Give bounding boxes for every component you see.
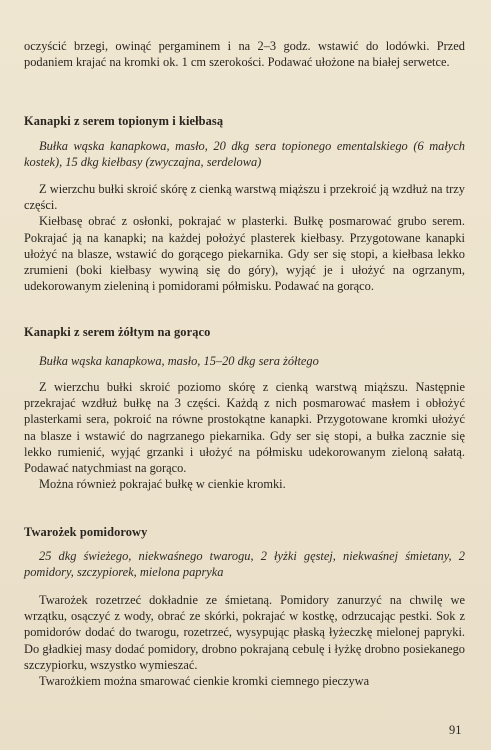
recipe-instructions-kielbasa: [24, 181, 465, 294]
recipe-ingredients-kielbasa: Bułka wąska kanapkowa, masło, 20 dkg sera topionego ementalskiego (6 małych kostek), 15 dkg kiełbasy (zwyczajna, serdelowa): [24, 139, 465, 170]
page-number: 91: [449, 723, 462, 737]
instruction-paragraph: Z wierzchu bułki skroić poziomo skórę z cienką warstwą miąższu. Następnie przekrajać wzdłuż bułkę na 3 części. Każdą z nich posmarować masłem i obłożyć plasterkami sera, pokroić na równe prostokątne kanapki. Przygotowane kromki ułożyć na blasze i wstawić do nagrzanego piekarnika. Gdy ser się stopi, a bułka zacznie się lekko rumienić, wyjąć grzanki i ułożyć na półmisku udekorowanym zieloną sałatą. Podawać natychmiast na gorąco.: [24, 380, 465, 476]
recipe-ingredients-twarozek: 25 dkg świeżego, niekwaśnego twarogu, 2 łyżki gęstej, niekwaśnej śmietany, 2 pomidory, szczypiorek, mielona papryka: [24, 549, 465, 580]
instruction-paragraph: Z wierzchu bułki skroić skórę z cienką warstwą miąższu i przekroić ją wzdłuż na trzy części.: [24, 182, 465, 213]
continuation-text: [24, 38, 465, 70]
recipe-ingredients-zolty: Bułka wąska kanapkowa, masło, 15–20 dkg sera żółtego: [39, 354, 319, 368]
instruction-paragraph: Twarożkiem można smarować cienkie kromki ciemnego pieczywa: [39, 674, 370, 689]
recipe-instructions-zolty: [24, 379, 465, 492]
recipe-title-kielbasa: Kanapki z serem topionym i kiełbasą: [24, 114, 224, 128]
instruction-paragraph: Twarożek rozetrzeć dokładnie ze śmietaną. Pomidory zanurzyć na chwilę we wrzątku, osączyć z wody, obrać ze skórki, pokrajać w kostkę, odrzucając pestki. Sok z pomidorów dodać do twarogu, rozetrzeć, wysypując płaską łyżeczkę mielonej papryki. Do gładkiej masy dodać pomidory, drobno pokrajaną cebulę i łyżkę drobno posiekanego szczypiorku, wszystko wymieszać.: [24, 593, 465, 672]
instruction-paragraph: Kiełbasę obrać z osłonki, pokrajać w plasterki. Bułkę posmarować grubo serem. Pokrajać ją na kanapki; na każdej położyć plasterek kiełbasy. Przygotowane kanapki ułożyć na blasze, wstawić do gorącego piekarnika. Gdy ser się stopi, a kiełbasa lekko zrumieni (boki kiełbasy wywiną się do góry), wyjąć je i ułożyć na ogrzanym, udekorowanym zieleniną i pomidorami półmisku. Podawać na gorąco.: [24, 214, 465, 294]
continuation-paragraph: oczyścić brzegi, owinąć pergaminem i na 2–3 godz. wstawić do lodówki. Przed podaniem krajać na kromki ok. 1 cm szerokości. Podawać ułożone na białej serwetce.: [24, 39, 465, 70]
recipe-instructions-twarozek: [24, 592, 465, 689]
instruction-paragraph: Można również pokrajać bułkę w cienkie kromki.: [39, 477, 286, 492]
recipe-title-zolty: Kanapki z serem żółtym na gorąco: [24, 325, 211, 339]
recipe-title-twarozek: Twarożek pomidorowy: [24, 525, 148, 539]
